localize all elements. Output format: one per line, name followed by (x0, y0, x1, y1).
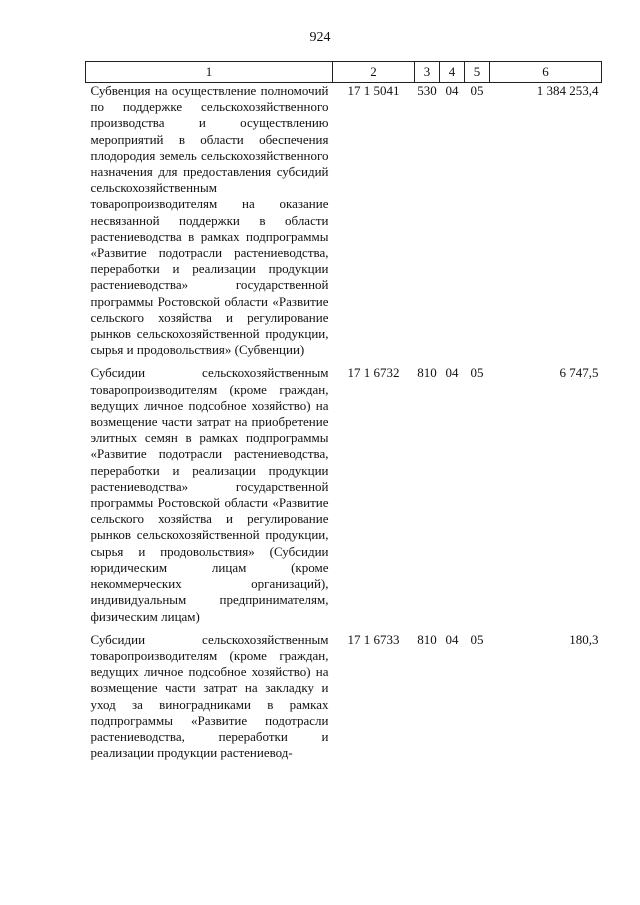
row-expense-type: 810 (417, 631, 437, 647)
budget-table (85, 61, 602, 768)
row-subsection: 05 (470, 83, 484, 98)
row-name: Субвенция на осуществление полномочий по поддержке сельскохозяйственного производства и осуществлению мероприятий в области обеспечения плодородия земель сельскохозяйственного назначения для предоставления субсидий сельскохозяйственным товаропроизводителям на оказание несвязанной поддержки в области растениеводства в рамках подпрограммы «Развитие подотрасли растениеводства, переработки и реализации продукции растениеводства» государственной программы Ростовской области «Развитие сельского хозяйства и регулирование рынков сельскохозяйственной продукции, сырья и продовольствия» (Субвенции) (90, 83, 329, 358)
row-amount: 1 384 253,4 (536, 83, 599, 98)
table-row (86, 632, 602, 769)
row-subsection: 05 (470, 365, 484, 381)
row-name: Субсидии сельскохозяйственным товаропроизводителям (кроме граждан, ведущих личное подсобное хозяйство) на возмещение части затрат на приобретение элитных семян в рамках подпрограммы «Развитие подотрасли растениеводства, переработки и реализации продукции растениеводства» государственной программы Ростовской области «Развитие сельского хозяйства и регулирование рынков сельскохозяйственной продукции, сырья и продовольствия» (Субсидии юридическим лицам (кроме некоммерческих организаций), индивидуальным предпринимателям, физическим лицам) (90, 365, 329, 624)
row-subsection: 05 (470, 631, 484, 647)
row-target-code: 17 1 6733 (347, 631, 400, 647)
header-col-2: 2 (333, 62, 415, 83)
header-row (86, 62, 602, 83)
row-amount: 180,3 (569, 631, 599, 647)
row-amount: 6 747,5 (559, 365, 599, 381)
header-col-4: 4 (440, 62, 465, 83)
table-row (86, 365, 602, 631)
page-number: 924 (309, 30, 331, 45)
row-expense-type: 810 (417, 365, 437, 381)
header-col-1: 1 (86, 62, 333, 83)
row-name: Субсидии сельскохозяйственным товаропроизводителям (кроме граждан, ведущих личное подсобное хозяйство) на возмещение части затрат на закладку и уход за виноградниками в рамках подпрограммы «Развитие подотрасли растениеводства, переработки и реализации продукции растениевод- (90, 631, 329, 761)
header-col-6: 6 (490, 62, 602, 83)
row-section: 04 (445, 631, 459, 647)
header-col-3: 3 (415, 62, 440, 83)
row-target-code: 17 1 6732 (347, 365, 400, 381)
header-col-5: 5 (465, 62, 490, 83)
row-section: 04 (445, 365, 459, 381)
table-row (86, 83, 602, 366)
row-expense-type: 530 (417, 83, 437, 98)
row-target-code: 17 1 5041 (347, 83, 400, 98)
row-section: 04 (445, 83, 459, 98)
